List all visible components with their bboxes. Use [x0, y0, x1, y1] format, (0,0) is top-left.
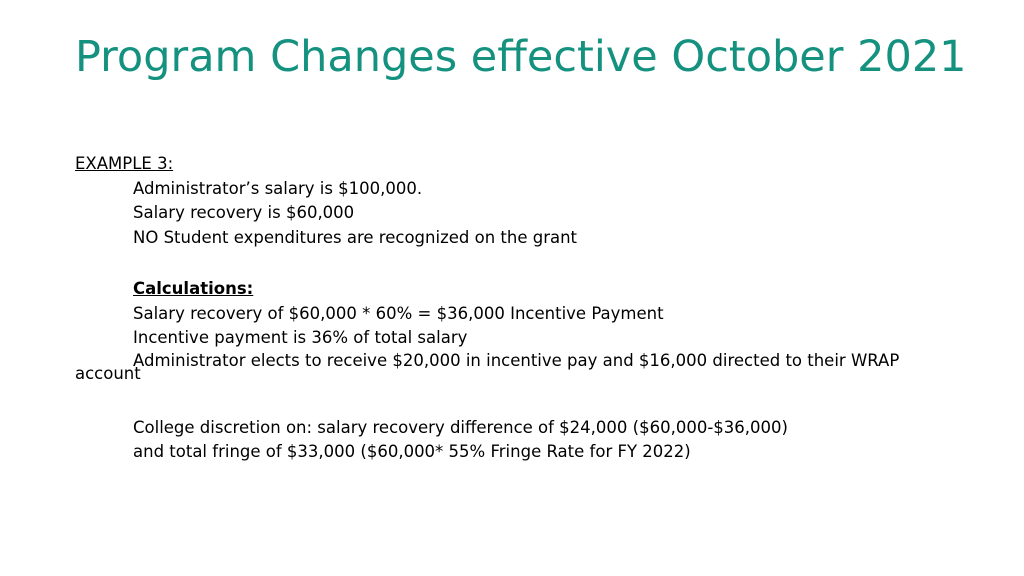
calculations-heading: Calculations: [133, 279, 254, 298]
discretion-line-1: College discretion on: salary recovery difference of $24,000 ($60,000-$36,000) [133, 417, 788, 437]
spacer [75, 250, 975, 277]
spacer [75, 381, 975, 416]
calc-incentive-payment: Salary recovery of $60,000 * 60% = $36,000 Incentive Payment [133, 303, 664, 323]
fact-salary-recovery: Salary recovery is $60,000 [133, 203, 355, 222]
fact-salary: Administrator’s salary is $100,000. [133, 178, 423, 198]
calc-incentive-percent: Incentive payment is 36% of total salary [133, 328, 468, 347]
calc-election-line: Administrator elects to receive $20,000 in incentive pay and $16,000 directed to their WRAP [133, 350, 900, 370]
fact-student-expenditures: NO Student expenditures are recognized on the grant [133, 227, 578, 247]
discretion-line-2: and total fringe of $33,000 ($60,000* 55% Fringe Rate for FY 2022) [133, 442, 691, 461]
example-heading: EXAMPLE 3: [75, 154, 174, 173]
slide-title: Program Changes effective October 2021 [75, 32, 967, 82]
calc-election-continuation: account [75, 363, 141, 383]
slide-body [75, 152, 975, 465]
